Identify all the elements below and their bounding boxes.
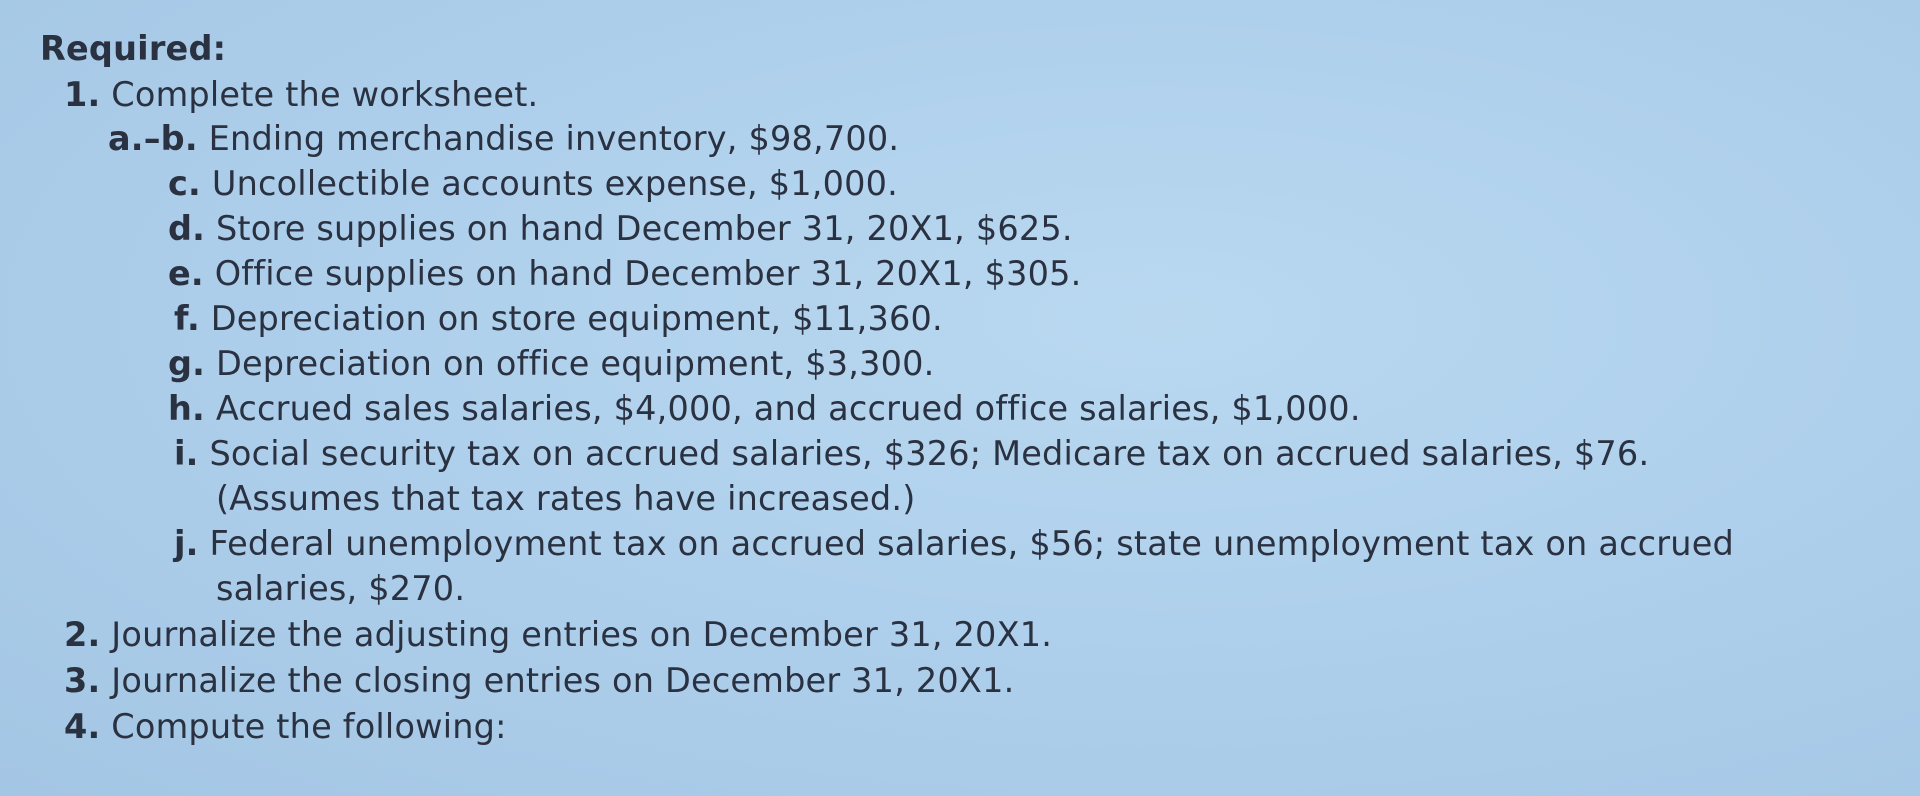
- item-2-text: Journalize the adjusting entries on December 31, 20X1.: [111, 615, 1053, 654]
- subitem-c-label: c.: [168, 164, 201, 203]
- subitem-j-text: Federal unemployment tax on accrued salaries, $56; state unemployment tax on accrued: [209, 524, 1734, 563]
- subitem-h-text: Accrued sales salaries, $4,000, and accrued office salaries, $1,000.: [215, 389, 1361, 428]
- required-heading: Required:: [40, 29, 227, 68]
- subitem-ab-label: a.–b.: [108, 119, 198, 158]
- item-2-number: 2.: [64, 615, 101, 654]
- item-3-text: Journalize the closing entries on December 31, 20X1.: [111, 661, 1015, 700]
- subitem-e: [168, 253, 1081, 295]
- subitem-ab: [108, 118, 899, 160]
- subitem-e-text: Office supplies on hand December 31, 20X1, $305.: [214, 254, 1082, 293]
- item-1-text: Complete the worksheet.: [111, 75, 539, 114]
- item-1-number: 1.: [64, 75, 101, 114]
- subitem-g-label: g.: [168, 344, 206, 383]
- subitem-c: [168, 163, 898, 205]
- subitem-j: [174, 523, 1734, 565]
- subitem-e-label: e.: [168, 254, 204, 293]
- item-3: [64, 660, 1014, 702]
- subitem-j-label: j.: [174, 524, 199, 563]
- subitem-c-text: Uncollectible accounts expense, $1,000.: [211, 164, 898, 203]
- subitem-f: [174, 298, 943, 340]
- subitem-d: [168, 208, 1073, 250]
- subitem-f-text: Depreciation on store equipment, $11,360.: [210, 299, 943, 338]
- item-4-text: Compute the following:: [111, 707, 507, 746]
- subitem-j-continuation: salaries, $270.: [216, 569, 466, 608]
- subitem-i-text: Social security tax on accrued salaries, $326; Medicare tax on accrued salaries, $76.: [209, 434, 1650, 473]
- subitem-d-text: Store supplies on hand December 31, 20X1, $625.: [215, 209, 1073, 248]
- subitem-d-label: d.: [168, 209, 206, 248]
- subitem-i-continuation: (Assumes that tax rates have increased.): [216, 479, 916, 518]
- subitem-ab-text: Ending merchandise inventory, $98,700.: [208, 119, 900, 158]
- subitem-i: [174, 433, 1649, 475]
- item-2: [64, 614, 1052, 656]
- subitem-f-label: f.: [174, 299, 200, 338]
- subitem-h-label: h.: [168, 389, 205, 428]
- subitem-i-label: i.: [174, 434, 199, 473]
- item-4: [64, 706, 507, 748]
- item-3-number: 3.: [64, 661, 101, 700]
- item-4-number: 4.: [64, 707, 101, 746]
- subitem-g: [168, 343, 934, 385]
- subitem-g-text: Depreciation on office equipment, $3,300.: [215, 344, 935, 383]
- subitem-h: [168, 388, 1361, 430]
- item-1: [64, 74, 538, 116]
